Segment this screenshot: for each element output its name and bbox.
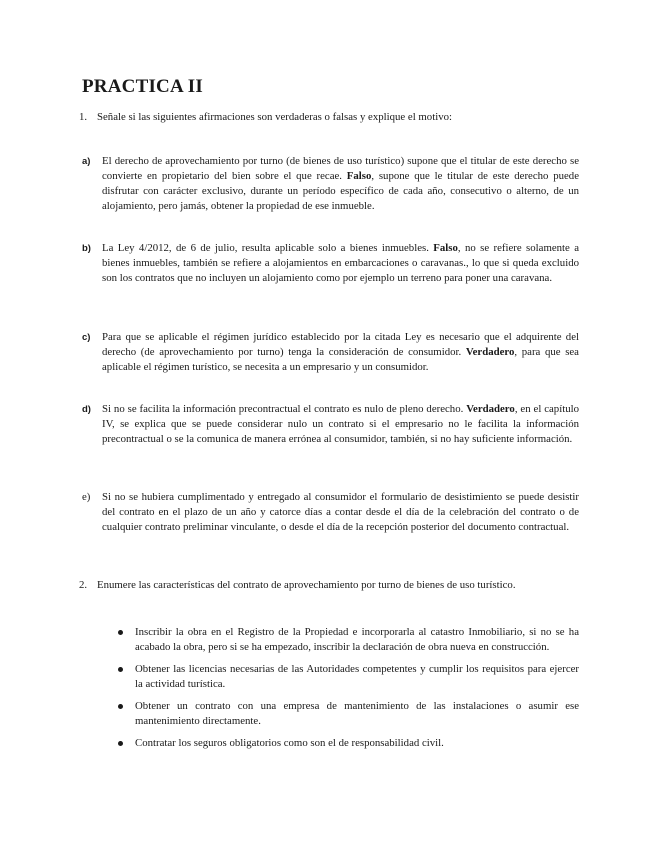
statement-body <box>102 402 579 447</box>
bullet-icon <box>118 704 123 709</box>
statement-text: Para que se aplicable el régimen jurídico establecido por la citada Ley es necesario que el adquirente del derecho (de aprovechamiento por turno) tenga la consideración de consumidor. <box>102 331 579 358</box>
statement-text: Si no se facilita la información precontractual el contrato es nulo de pleno derecho. <box>102 403 467 415</box>
statement-verdict: Verdadero <box>466 403 515 415</box>
statement-body <box>102 330 579 375</box>
statement-e <box>82 490 579 535</box>
statement-text: La Ley 4/2012, de 6 de julio, resulta aplicable solo a bienes inmuebles. <box>102 242 434 254</box>
question-1-text: Señale si las siguientes afirmaciones son verdaderas o falsas y explique el motivo: <box>97 111 453 123</box>
statement-verdict: Verdadero <box>465 346 515 358</box>
statement-text: El derecho de aprovechamiento por turno (de bienes de uso turístico) supone que el titular de este derecho se convierte en propietario del bien sobre el que recae. <box>102 155 579 182</box>
statement-d <box>82 402 579 447</box>
statement-c <box>82 330 579 375</box>
statement-body <box>102 490 579 535</box>
bullet-icon <box>118 667 123 672</box>
statement-verdict: Falso <box>346 170 372 182</box>
bullet-icon <box>118 630 123 635</box>
statement-letter: a) <box>82 156 91 167</box>
statement-explanation: , no se refiere solamente a bienes inmuebles, también se refiere a alojamientos en embarcaciones o caravanas., lo que si queda excluido son los contratos que no incluyen un alojamiento como por ejemplo un terreno para poner una caravana. <box>102 242 579 284</box>
statement-letter: e) <box>82 491 91 503</box>
list-item <box>118 625 579 655</box>
list-item-text: Contratar los seguros obligatorios como son el de responsabilidad civil. <box>135 737 444 749</box>
characteristics-list <box>118 625 579 758</box>
statement-letter: d) <box>82 404 91 415</box>
statement-a <box>82 154 579 214</box>
question-2-number: 2. <box>79 579 88 591</box>
statement-verdict: Falso <box>433 242 458 254</box>
statement-body <box>102 241 579 286</box>
list-item <box>118 662 579 692</box>
statement-explanation: , para que sea aplicable el régimen turístico, se necesita a un empresario y un consumidor. <box>102 346 579 373</box>
statement-letter: c) <box>82 332 91 343</box>
list-item <box>118 736 579 751</box>
list-item-text: Obtener las licencias necesarias de las Autoridades competentes y cumplir los requisitos para ejercer la actividad turística. <box>135 663 579 690</box>
list-item-text: Obtener un contrato con una empresa de mantenimiento de las instalaciones o asumir ese mantenimiento directamente. <box>135 700 579 727</box>
statement-body <box>102 154 579 214</box>
statement-text: Si no se hubiera cumplimentado y entregado al consumidor el formulario de desistimiento se puede desistir del contrato en el plazo de un año y catorce días a contar desde el día de la celebración del contrato o de cualquier contrato preliminar vinculante, o desde el día de la recepción posterior del documento contractual. <box>102 491 579 533</box>
statement-b <box>82 241 579 286</box>
page-title: PRACTICA II <box>82 76 203 97</box>
statement-explanation: , en el capítulo IV, se explica que se puede considerar nulo un contrato si el empresario no le facilita la información precontractual o se la comunica de manera errónea al consumidor, también, si no hay suficiente información. <box>102 403 580 445</box>
statement-explanation: , supone que le titular de este derecho puede disfrutar con carácter exclusivo, durante un período específico de cada año, consecutivo o alterno, de un alojamiento, pero jamás, obtener la propiedad de ese inmueble. <box>102 170 579 212</box>
question-1-number: 1. <box>79 111 88 123</box>
list-item <box>118 699 579 729</box>
bullet-icon <box>118 741 123 746</box>
list-item-text: Inscribir la obra en el Registro de la Propiedad e incorporarla al catastro Inmobiliario, si no se ha acabado la obra, pero si se ha empezado, inscribir la declaración de obra nueva en construcción. <box>135 626 579 653</box>
statement-letter: b) <box>82 243 91 254</box>
question-2-text: Enumere las características del contrato de aprovechamiento por turno de bienes de uso turístico. <box>97 579 516 591</box>
